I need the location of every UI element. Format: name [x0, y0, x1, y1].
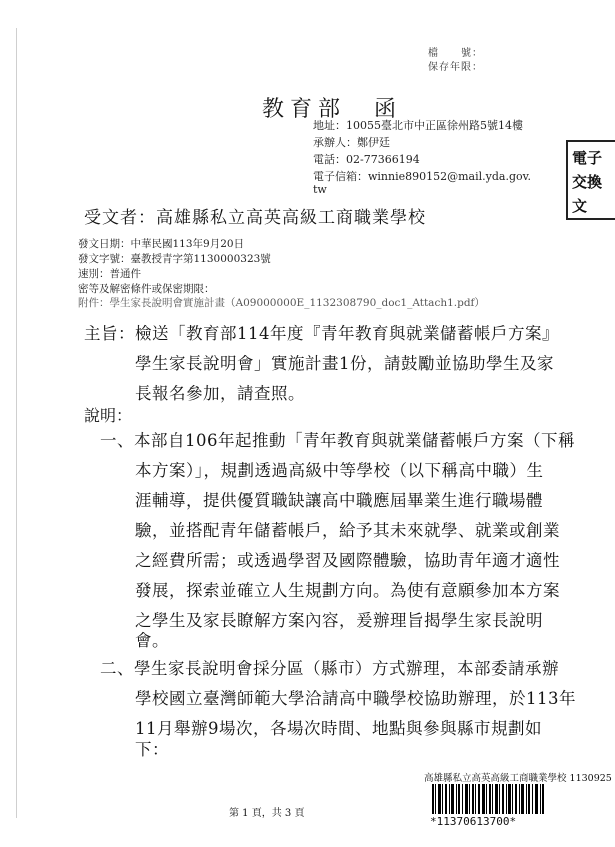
seal-line: 文	[572, 197, 588, 215]
explanation-heading: 說明：	[84, 406, 133, 425]
barcode-number: *11370613700*	[430, 815, 517, 828]
secrecy-level: 密等及解密條件或保密期限：	[78, 283, 215, 295]
item1-line: 發展，探索並確立人生規劃方向。為使有意願參加本方案	[135, 581, 560, 600]
document-title: 教育部 函	[262, 97, 403, 122]
item1-line: 會。	[135, 631, 169, 650]
recipient: 受文者：高雄縣私立高英高級工商職業學校	[84, 208, 426, 228]
sender-email: 電子信箱：winnie890152@mail.yda.gov.	[313, 170, 532, 183]
subject-line: 學生家長說明會」實施計畫1份，請鼓勵並協助學生及家	[135, 354, 554, 373]
issue-number: 發文字號：臺教授青字第1130000323號	[78, 253, 271, 265]
item1-line: 涯輔導，提供優質職缺讓高中職應屆畢業生進行職場體	[135, 491, 543, 510]
sender-address: 地址：10055臺北市中正區徐州路5號14樓	[313, 119, 523, 132]
item2-line: 11月舉辦9場次，各場次時間、地點與參與縣市規劃如	[135, 719, 542, 738]
sender-handler: 承辦人：鄭伊廷	[313, 136, 390, 149]
speed-class: 速別：普通件	[78, 268, 141, 280]
issue-date: 發文日期：中華民國113年9月20日	[78, 238, 245, 250]
subject-line: 主旨：檢送「教育部114年度『青年教育與就業儲蓄帳戶方案』	[84, 324, 559, 343]
page-number: 第 1 頁，共 3 頁	[229, 808, 305, 819]
file-number-label: 檔 號：	[428, 48, 483, 59]
sender-email-cont: tw	[313, 183, 327, 196]
item1-line: 之學生及家長瞭解方案內容，爰辦理旨揭學生家長說明	[135, 611, 543, 630]
barcode	[432, 784, 544, 814]
seal-line: 電子	[572, 149, 603, 167]
retention-label: 保存年限：	[428, 62, 483, 73]
subject-line: 長報名參加，請查照。	[135, 384, 305, 403]
exchange-seal	[566, 140, 615, 220]
seal-line: 交換	[572, 173, 603, 191]
sender-phone: 電話：02-77366194	[313, 153, 420, 166]
margin-line	[16, 28, 17, 818]
item1-line: 本方案）」，規劃透過高級中等學校（以下稱高中職）生	[135, 461, 544, 480]
school-received-stamp: 高雄縣私立高英高級工商職業學校 1130925	[424, 773, 612, 784]
item1-line: 之經費所需；或透過學習及國際體驗，協助青年適才適性	[135, 551, 560, 570]
item1-line: 驗，並搭配青年儲蓄帳戶，給予其未來就學、就業或創業	[135, 521, 560, 540]
attachment-link[interactable]: 附件：學生家長說明會實施計畫（A09000000E_1132308790_doc1_Attach1.pdf）	[78, 297, 485, 309]
item1-line: 一、本部自106年起推動「青年教育與就業儲蓄帳戶方案（下稱	[100, 431, 575, 450]
item2-line: 下：	[135, 740, 169, 759]
item2-line: 二、學生家長說明會採分區（縣市）方式辦理，本部委請承辦	[100, 659, 559, 678]
item2-line: 學校國立臺灣師範大學洽請高中職學校協助辦理，於113年	[135, 689, 576, 708]
